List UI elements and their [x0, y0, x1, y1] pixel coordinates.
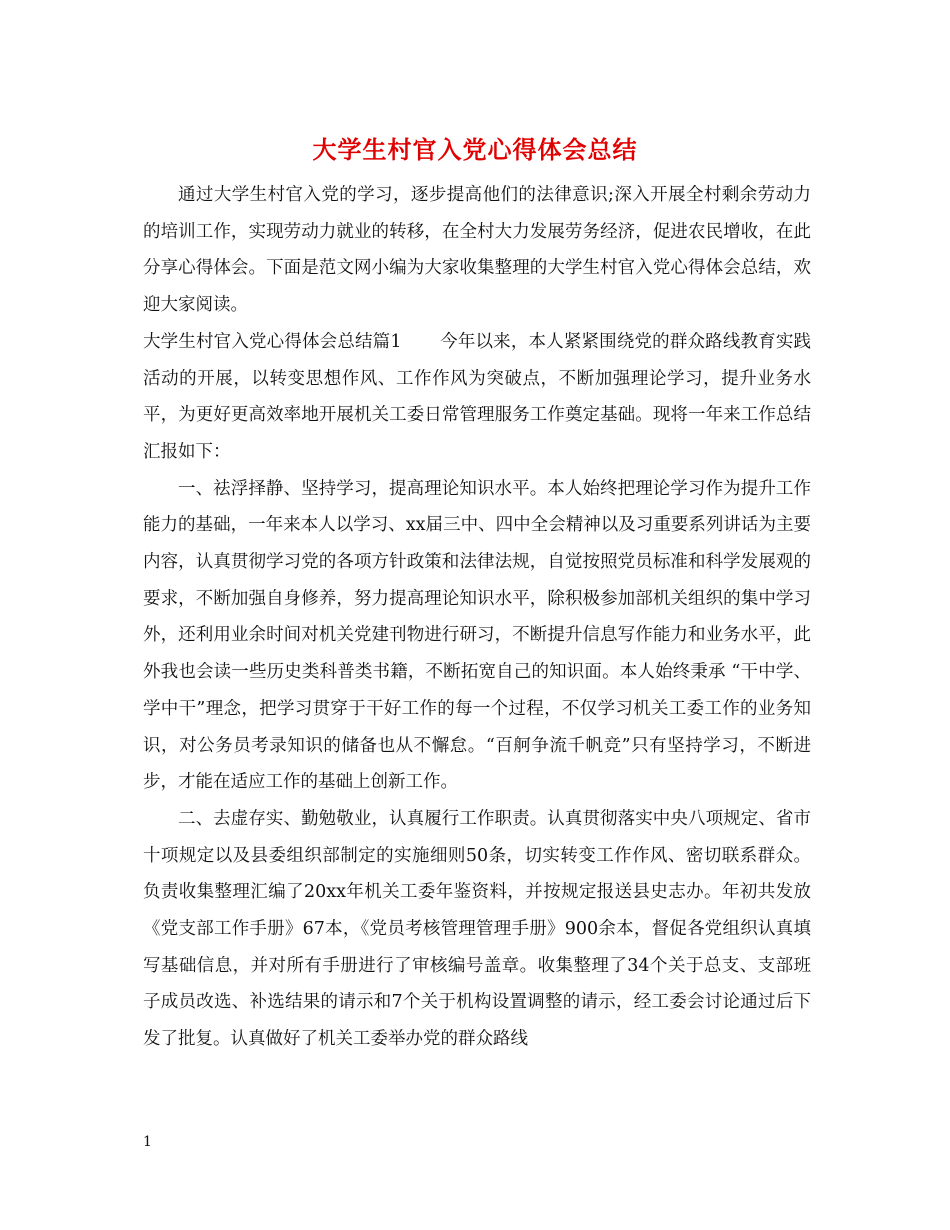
section-paragraph	[143, 324, 811, 471]
document-body	[143, 177, 811, 1058]
point-one-paragraph: 一、祛浮择静、坚持学习，提高理论知识水平。本人始终把理论学习作为提升工作能力的基础，一年来本人以学习、xx届三中、四中全会精神以及习重要系列讲话为主要内容，认真贯彻学习党的各项方针政策和法律法规，自觉按照党员标准和科学发展观的要求，不断加强自身修养，努力提高理论知识水平，除积极参加部机关组织的集中学习外，还利用业余时间对机关党建刊物进行研习，不断提升信息写作能力和业务水平，此外我也会读一些历史类科普类书籍，不断拓宽自己的知识面。本人始终秉承 “干中学、学中干”理念，把学习贯穿于干好工作的每一个过程，不仅学习机关工委工作的业务知识，对公务员考录知识的储备也从不懈怠。“百舸争流千帆竞”只有坚持学习，不断进步，才能在适应工作的基础上创新工作。	[143, 478, 811, 793]
intro-paragraph: 通过大学生村官入党的学习，逐步提高他们的法律意识;深入开展全村剩余劳动力的培训工作，实现劳动力就业的转移，在全村大力发展劳务经济，促进农民增收，在此分享心得体会。下面是范文网小编为大家收集整理的大学生村官入党心得体会总结，欢迎大家阅读。	[143, 185, 811, 316]
point-two-paragraph: 二、去虚存实、勤勉敬业，认真履行工作职责。认真贯彻落实中央八项规定、省市十项规定以及县委组织部制定的实施细则50条，切实转变工作作风、密切联系群众。负责收集整理汇编了20xx年机关工委年鉴资料，并按规定报送县史志办。年初共发放《党支部工作手册》67本，《党员考核管理管理手册》900余本，督促各党组织认真填写基础信息，并对所有手册进行了审核编号盖章。收集整理了34个关于总支、支部班子成员改选、补选结果的请示和7个关于机构设置调整的请示，经工委会讨论通过后下发了批复。认真做好了机关工委举办党的群众路线	[143, 808, 811, 1050]
section-lead-text: 今年以来，本人紧紧围绕党的群众路线教育实践活动的开展，以转变思想作风、工作作风为突破点，不断加强理论学习，提升业务水平，为更好更高效率地开展机关工委日常管理服务工作奠定基础。现将一年来工作总结汇报如下：	[143, 331, 811, 462]
page-number: 1	[143, 1134, 152, 1150]
section-heading: 大学生村官入党心得体会总结篇1	[143, 331, 402, 352]
document-title: 大学生村官入党心得体会总结	[312, 136, 638, 164]
